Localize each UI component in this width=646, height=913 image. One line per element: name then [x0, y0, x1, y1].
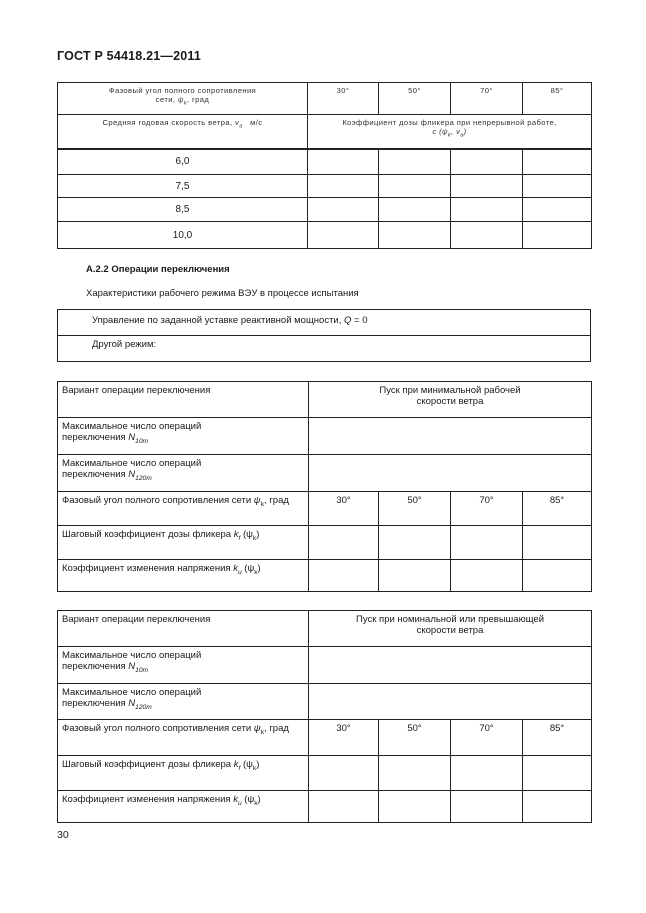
table-row — [58, 611, 592, 647]
angle-cell: 70° — [451, 720, 523, 756]
flicker-coefficient-header: Коэффициент дозы фликера при непрерывной работе, c ($\psi_k$, $v_a$) — [308, 115, 592, 149]
table-row — [58, 647, 592, 684]
table-row — [58, 455, 592, 492]
table-row — [58, 720, 592, 756]
table-row — [58, 198, 592, 222]
variant-value: Пуск при номинальной или превышающей скорости ветра — [309, 611, 592, 647]
table-row — [58, 336, 591, 362]
max-ops-10m-label: Максимальное число операций переключения $N_{10m}$ — [58, 647, 309, 684]
voltage-change-label: Коэффициент изменения напряжения $k_u$ $(\psi_k)$ — [58, 560, 309, 592]
table-row — [58, 756, 592, 791]
wind-speed-value: 6,0 — [58, 149, 308, 175]
table-row — [58, 115, 592, 149]
variant-value: Пуск при минимальной рабочей скорости ветра — [309, 382, 592, 418]
flicker-step-label: Шаговый коэффициент дозы фликера $k_f$ $(\psi_k)$ — [58, 526, 309, 560]
angle-cell: 50° — [379, 83, 451, 115]
table-row — [58, 684, 592, 720]
table-row — [58, 560, 592, 592]
angle-cell: 70° — [451, 83, 523, 115]
max-ops-10m-label: Максимальное число операций переключения $N_{10m}$ — [58, 418, 309, 455]
angle-cell: 85° — [523, 492, 592, 526]
mode-row: Другой режим: — [58, 336, 591, 362]
table-row — [58, 382, 592, 418]
table-row — [58, 175, 592, 198]
angle-cell: 30° — [309, 720, 379, 756]
phase-angle-header: Фазовый угол полного сопротивления сети, $\psi_k$, град — [58, 83, 308, 115]
variant-label: Вариант операции переключения — [58, 382, 309, 418]
table-row — [58, 418, 592, 455]
flicker-step-label: Шаговый коэффициент дозы фликера $k_f$ $(\psi_k)$ — [58, 756, 309, 791]
wind-speed-value: 8,5 — [58, 198, 308, 222]
section-title: А.2.2 Операции переключения — [86, 264, 230, 275]
angle-cell: 85° — [523, 720, 592, 756]
wind-speed-value: 7,5 — [58, 175, 308, 198]
switching-table-min-wind — [57, 381, 592, 592]
table-row — [58, 310, 591, 336]
phase-angle-label: Фазовый угол полного сопротивления сети $\psi_k$, град — [58, 720, 309, 756]
max-ops-120m-label: Максимальное число операций переключения $N_{120m}$ — [58, 455, 309, 492]
section-subtitle: Характеристики рабочего режима ВЭУ в процессе испытания — [86, 288, 359, 299]
angle-cell: 50° — [379, 492, 451, 526]
angle-cell: 85° — [523, 83, 592, 115]
mode-row: Управление по заданной уставке реактивной мощности, Q = 0 — [58, 310, 591, 336]
max-ops-120m-label: Максимальное число операций переключения $N_{120m}$ — [58, 684, 309, 720]
wind-speed-header: Средняя годовая скорость ветра, $v_a$ м/с — [58, 115, 308, 149]
angle-cell: 30° — [308, 83, 379, 115]
table-row — [58, 526, 592, 560]
angle-cell: 50° — [379, 720, 451, 756]
switching-table-rated-wind — [57, 610, 592, 823]
voltage-change-label: Коэффициент изменения напряжения $k_u$ $(\psi_k)$ — [58, 791, 309, 823]
angle-cell: 70° — [451, 492, 523, 526]
table-row — [58, 791, 592, 823]
page-number: 30 — [57, 829, 69, 841]
table-row — [58, 492, 592, 526]
phase-angle-label: Фазовый угол полного сопротивления сети $\psi_k$, град — [58, 492, 309, 526]
variant-label: Вариант операции переключения — [58, 611, 309, 647]
angle-cell: 30° — [309, 492, 379, 526]
document-header: ГОСТ Р 54418.21—2011 — [57, 49, 202, 63]
operating-mode-table — [57, 309, 591, 362]
wind-speed-value: 10,0 — [58, 222, 308, 249]
table-row — [58, 222, 592, 249]
table-row — [58, 83, 592, 115]
table-row — [58, 149, 592, 175]
flicker-coefficient-table — [57, 82, 592, 249]
